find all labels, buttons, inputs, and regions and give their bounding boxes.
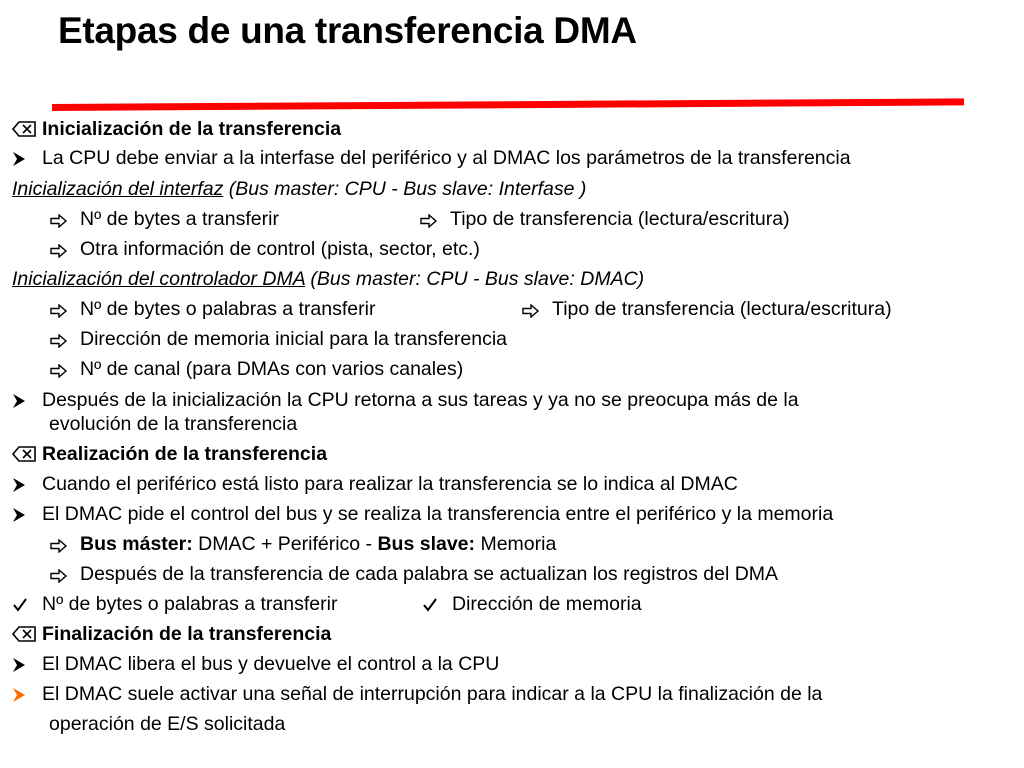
sub-item-bytes (50, 208, 279, 230)
bullet-release-bus (12, 653, 499, 675)
subheading-title: Inicialización del interfaz (12, 178, 224, 200)
subheading-paren: (Bus master: CPU - Bus slave: DMAC) (305, 268, 645, 290)
section-heading-finalization (12, 623, 331, 645)
outline-arrow-icon (50, 238, 80, 260)
check-item-address (422, 593, 642, 615)
heading-text: Realización de la transferencia (42, 443, 328, 465)
boxed-x-icon (12, 443, 42, 465)
arrowhead-bullet-icon (12, 147, 42, 169)
outline-arrow-icon (50, 328, 80, 350)
item-text: Tipo de transferencia (lectura/escritura) (552, 298, 892, 320)
item-text: Después de la transferencia de cada palabra se actualizan los registros del DMA (80, 563, 779, 585)
item-text: Nº de canal (para DMAs con varios canales) (80, 358, 464, 380)
outline-arrow-icon (50, 358, 80, 380)
bullet-text: Después de la inicialización la CPU retorna a sus tareas y ya no se preocupa más de la (42, 389, 799, 411)
item-text: Nº de bytes o palabras a transferir (42, 593, 338, 615)
arrowhead-bullet-icon (12, 473, 42, 495)
heading-text: Finalización de la transferencia (42, 623, 332, 645)
item-text: Nº de bytes o palabras a transferir (80, 298, 376, 320)
subheading-controller (12, 268, 644, 290)
subheading-interface (12, 178, 586, 200)
checkmark-icon (12, 593, 42, 615)
check-item-bytes (12, 593, 337, 615)
bullet-interrupt-cont: operación de E/S solicitada (49, 713, 286, 735)
bullet-text: La CPU debe enviar a la interfase del periférico y al DMAC los parámetros de la transferencia (42, 147, 851, 169)
bus-slave-label: Bus slave: (377, 533, 476, 555)
bullet-text: El DMAC pide el control del bus y se realiza la transferencia entre el periférico y la memoria (42, 503, 834, 525)
bullet-interrupt (12, 683, 822, 705)
checkmark-icon (422, 593, 452, 615)
outline-arrow-icon (50, 298, 80, 320)
bullet-bus-control (12, 503, 833, 525)
sub-item-words (50, 298, 375, 320)
subheading-title: Inicialización del controlador DMA (12, 268, 305, 290)
bullet-parameters (12, 147, 851, 169)
bullet-cpu-returns-cont: evolución de la transferencia (49, 413, 298, 435)
bullet-text: Cuando el periférico está listo para realizar la transferencia se lo indica al DMAC (42, 473, 738, 495)
bullet-cpu-returns (12, 389, 799, 411)
heading-text: Inicialización de la transferencia (42, 118, 342, 140)
outline-arrow-icon (522, 298, 552, 320)
subheading-paren: (Bus master: CPU - Bus slave: Interfase ) (223, 178, 587, 200)
bullet-text: El DMAC libera el bus y devuelve el control a la CPU (42, 653, 500, 675)
item-text: Otra información de control (pista, sector, etc.) (80, 238, 480, 260)
title-underline (52, 98, 964, 111)
bus-slave-text: Memoria (475, 533, 557, 555)
item-text: Tipo de transferencia (lectura/escritura) (450, 208, 790, 230)
bus-master-label: Bus máster: (80, 533, 193, 555)
bullet-text: El DMAC suele activar una señal de interrupción para indicar a la CPU la finalización de la (42, 683, 823, 705)
boxed-x-icon (12, 623, 42, 645)
outline-arrow-icon (420, 208, 450, 230)
bus-master-text: DMAC + Periférico - (192, 533, 378, 555)
sub-item-type (420, 208, 790, 230)
sub-item-type-2 (522, 298, 892, 320)
sub-item-other (50, 238, 480, 260)
bullet-peripheral-ready (12, 473, 738, 495)
boxed-x-icon (12, 118, 42, 140)
section-heading-initialization (12, 118, 341, 140)
arrowhead-bullet-icon-orange (12, 683, 42, 705)
page-title: Etapas de una transferencia DMA (58, 10, 637, 51)
arrowhead-bullet-icon (12, 653, 42, 675)
sub-item-registers (50, 563, 778, 585)
outline-arrow-icon (50, 208, 80, 230)
arrowhead-bullet-icon (12, 503, 42, 525)
outline-arrow-icon (50, 533, 80, 555)
outline-arrow-icon (50, 563, 80, 585)
item-text: Dirección de memoria inicial para la transferencia (80, 328, 508, 350)
arrowhead-bullet-icon (12, 389, 42, 411)
section-heading-execution (12, 443, 327, 465)
sub-item-channel (50, 358, 463, 380)
item-text: Nº de bytes a transferir (80, 208, 279, 230)
sub-item-address (50, 328, 507, 350)
item-text: Dirección de memoria (452, 593, 642, 615)
sub-item-bus-roles (50, 533, 556, 555)
